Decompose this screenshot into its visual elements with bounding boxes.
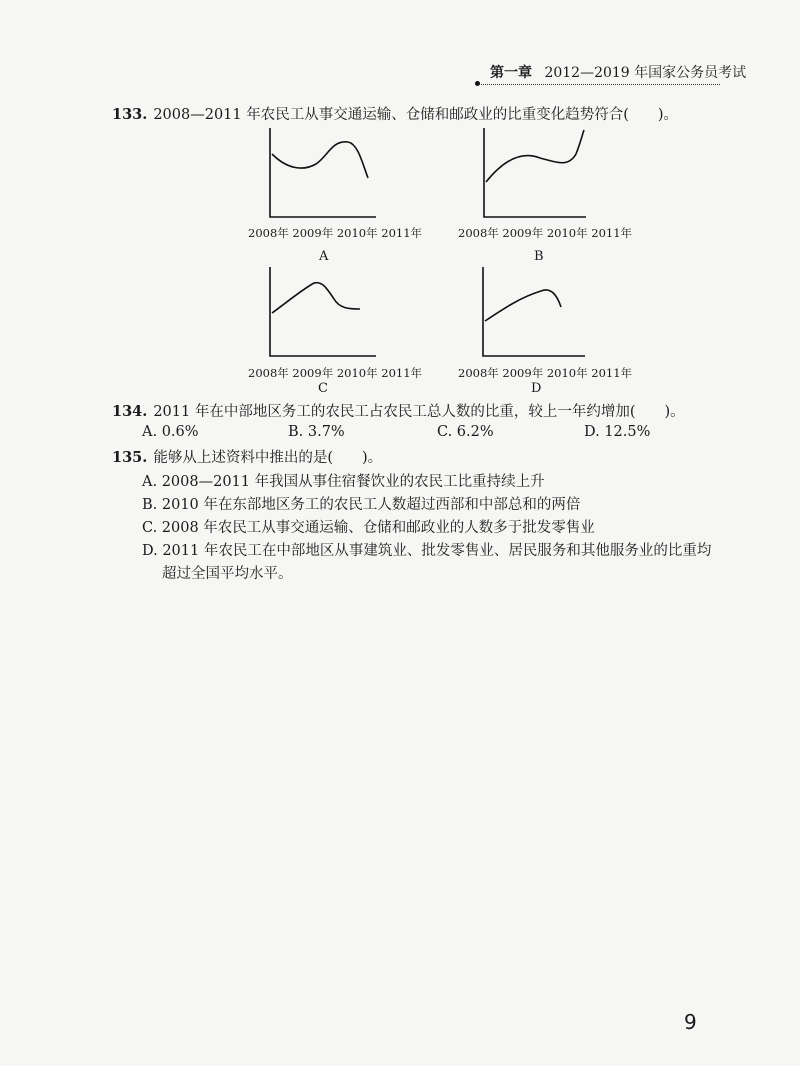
running-header bbox=[490, 62, 747, 82]
graph-a-letter: A bbox=[319, 249, 329, 264]
option-a[interactable]: A. 2008—2011 年我国从事住宿餐饮业的农民工比重持续上升 bbox=[142, 474, 545, 490]
graph-c bbox=[268, 267, 378, 357]
graph-b-xaxis: 2008年 2009年 2010年 2011年 bbox=[458, 226, 633, 240]
option-c[interactable]: C. 2008 年农民工从事交通运输、仓储和邮政业的人数多于批发零售业 bbox=[142, 520, 595, 536]
chapter-label: 第一章 bbox=[490, 65, 532, 81]
question-number: 134. bbox=[112, 403, 148, 420]
graph-c-letter: C bbox=[318, 381, 328, 396]
option-a[interactable]: A. 0.6% bbox=[142, 424, 199, 440]
question-number: 133. bbox=[112, 106, 148, 123]
graph-d bbox=[481, 267, 586, 357]
graph-d-curve bbox=[485, 290, 561, 321]
question-133 bbox=[112, 103, 678, 124]
option-b[interactable]: B. 2010 年在东部地区务工的农民工人数超过西部和中部总和的两倍 bbox=[142, 497, 581, 513]
graph-a bbox=[268, 128, 378, 218]
graph-b-axes bbox=[484, 128, 586, 217]
option-d-continued: 超过全国平均水平。 bbox=[162, 566, 293, 582]
graph-d-letter: D bbox=[531, 381, 542, 396]
graph-b-letter: B bbox=[534, 249, 544, 264]
question-text: 2011 年在中部地区务工的农民工占农民工总人数的比重，较上一年约增加( )。 bbox=[153, 404, 685, 420]
graph-d-xaxis: 2008年 2009年 2010年 2011年 bbox=[458, 366, 633, 380]
option-d[interactable]: D. 2011 年农民工在中部地区从事建筑业、批发零售业、居民服务和其他服务业的比重均 bbox=[142, 543, 712, 559]
graph-b bbox=[482, 128, 587, 218]
graph-b-plot bbox=[482, 128, 587, 218]
header-rule bbox=[478, 84, 720, 85]
graph-c-curve bbox=[272, 283, 360, 313]
graph-a-axes bbox=[270, 128, 376, 217]
question-135 bbox=[112, 446, 382, 467]
option-b[interactable]: B. 3.7% bbox=[288, 424, 345, 440]
option-c[interactable]: C. 6.2% bbox=[437, 424, 494, 440]
graph-a-plot bbox=[268, 128, 378, 218]
graph-d-plot bbox=[481, 267, 586, 357]
option-d[interactable]: D. 12.5% bbox=[584, 424, 651, 440]
graph-c-xaxis: 2008年 2009年 2010年 2011年 bbox=[248, 366, 423, 380]
question-number: 135. bbox=[112, 449, 148, 466]
question-134 bbox=[112, 400, 685, 421]
exam-title: 2012—2019 年国家公务员考试 bbox=[544, 65, 747, 81]
page-number: 9 bbox=[684, 1010, 697, 1034]
question-text: 2008—2011 年农民工从事交通运输、仓储和邮政业的比重变化趋势符合( )。 bbox=[153, 107, 679, 123]
graph-c-plot bbox=[268, 267, 378, 357]
graph-b-curve bbox=[486, 130, 584, 182]
graph-a-xaxis: 2008年 2009年 2010年 2011年 bbox=[248, 226, 423, 240]
graph-c-axes bbox=[270, 267, 376, 356]
question-text: 能够从上述资料中推出的是( )。 bbox=[153, 450, 383, 466]
graph-a-curve bbox=[272, 142, 368, 178]
